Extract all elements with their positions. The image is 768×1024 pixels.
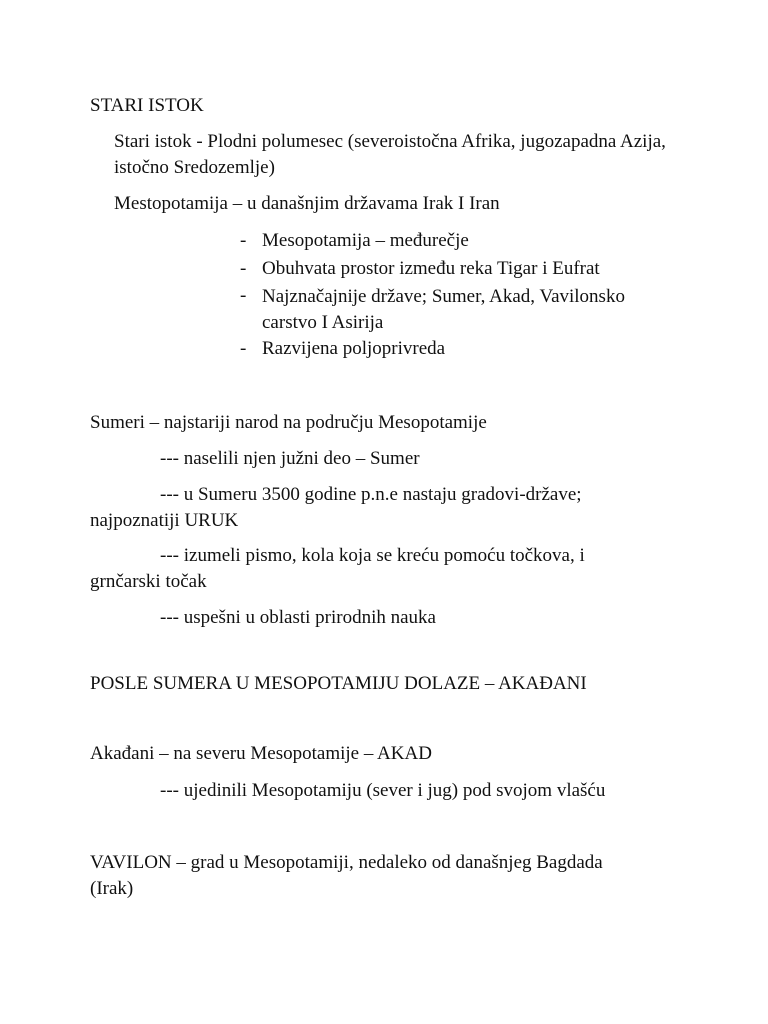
intro-paragraph-mesopotamija: Mestopotamija – u današnjim državama Irak I Iran: [114, 193, 500, 214]
akadani-point: --- ujedinili Mesopotamiju (sever i jug) pod svojom vlašću: [160, 780, 606, 801]
section-heading-stari-istok: STARI ISTOK: [90, 95, 204, 116]
sumeri-point-continuation: grnčarski točak: [90, 571, 207, 592]
sumeri-point: --- naselili njen južni deo – Sumer: [160, 448, 420, 469]
sumeri-point: --- izumeli pismo, kola koja se kreću pomoću točkova, i: [160, 545, 585, 566]
sumeri-title: Sumeri – najstariji narod na području Mesopotamije: [90, 412, 487, 433]
section-heading-posle-sumera: POSLE SUMERA U MESOPOTAMIJU DOLAZE – AKAĐANI: [90, 673, 587, 694]
sumeri-point: --- uspešni u oblasti prirodnih nauka: [160, 607, 436, 628]
bullet-marker: -: [240, 258, 247, 279]
bullet-marker: -: [240, 285, 247, 306]
bullet-marker: -: [240, 338, 247, 359]
bullet-item: Razvijena poljoprivreda: [262, 338, 446, 359]
bullet-item: Najznačajnije države; Sumer, Akad, Vavilonsko carstvo I Asirija: [262, 286, 625, 333]
bullet-marker: -: [240, 230, 247, 251]
akadani-title: Akađani – na severu Mesopotamije – AKAD: [90, 743, 432, 764]
bullet-item: Obuhvata prostor između reka Tigar i Eufrat: [262, 258, 600, 279]
bullet-item: Mesopotamija – međurečje: [262, 230, 469, 251]
intro-paragraph-plodni-polumesec: Stari istok - Plodni polumesec (severoistočna Afrika, jugozapadna Azija, istočno Sredozemlje): [114, 131, 666, 178]
sumeri-point-continuation: najpoznatiji URUK: [90, 510, 239, 531]
sumeri-point: --- u Sumeru 3500 godine p.n.e nastaju gradovi-države;: [160, 484, 582, 505]
vavilon-paragraph: VAVILON – grad u Mesopotamiji, nedaleko od današnjeg Bagdada (Irak): [90, 852, 603, 899]
